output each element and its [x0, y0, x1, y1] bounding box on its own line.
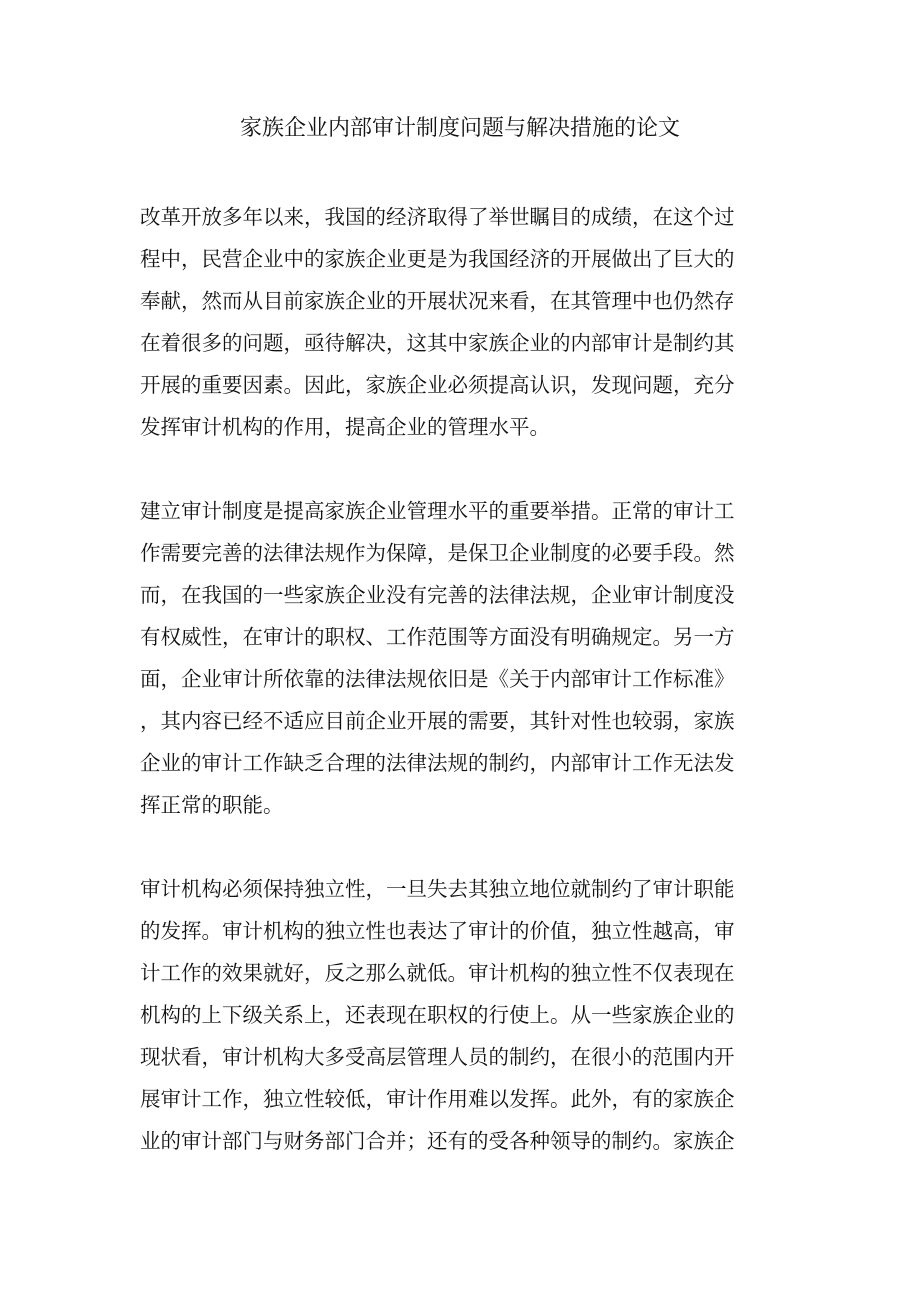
- paragraph-2: 建立审计制度是提高家族企业管理水平的重要举措。正常的审计工 作需要完善的法律法规作为保障，是保卫企业制度的必要手段。然 而，在我国的一些家族企业没有完善的法律法规，企业审计制度没 有权威性，在审计的职权、工作范围等方面没有明确规定。另一方 面，企业审计所依靠的法律法规依旧是《关于内部审计工作标准》 ，其内容已经不适应目前企业开展的需要，其针对性也较弱，家族 企业的审计工作缺乏合理的法律法规的制约，内部审计工作无法发 挥正常的职能。: [140, 499, 735, 817]
- paragraph-1: 改革开放多年以来，我国的经济取得了举世瞩目的成绩，在这个过 程中，民营企业中的家族企业更是为我国经济的开展做出了巨大的 奉献，然而从目前家族企业的开展状况来看，在其管理中也仍然存 在着很多的问题，亟待解决，这其中家族企业的内部审计是制约其 开展的重要因素。因此，家族企业必须提高认识，发现问题，充分 发挥审计机构的作用，提高企业的管理水平。: [140, 205, 735, 439]
- document-title: 家族企业内部审计制度问题与解决措施的论文: [239, 116, 680, 141]
- paragraph-3: 审计机构必须保持独立性，一旦失去其独立地位就制约了审计职能 的发挥。审计机构的独立性也表达了审计的价值，独立性越高，审 计工作的效果就好，反之那么就低。审计机构的独立性不仅表现在 机构的上下级关系上，还表现在职权的行使上。从一些家族企业的 现状看，审计机构大多受高层管理人员的制约，在很小的范围内开 展审计工作，独立性较低，审计作用难以发挥。此外，有的家族企 业的审计部门与财务部门合并；还有的受各种领导的制约。家族企: [140, 877, 735, 1153]
